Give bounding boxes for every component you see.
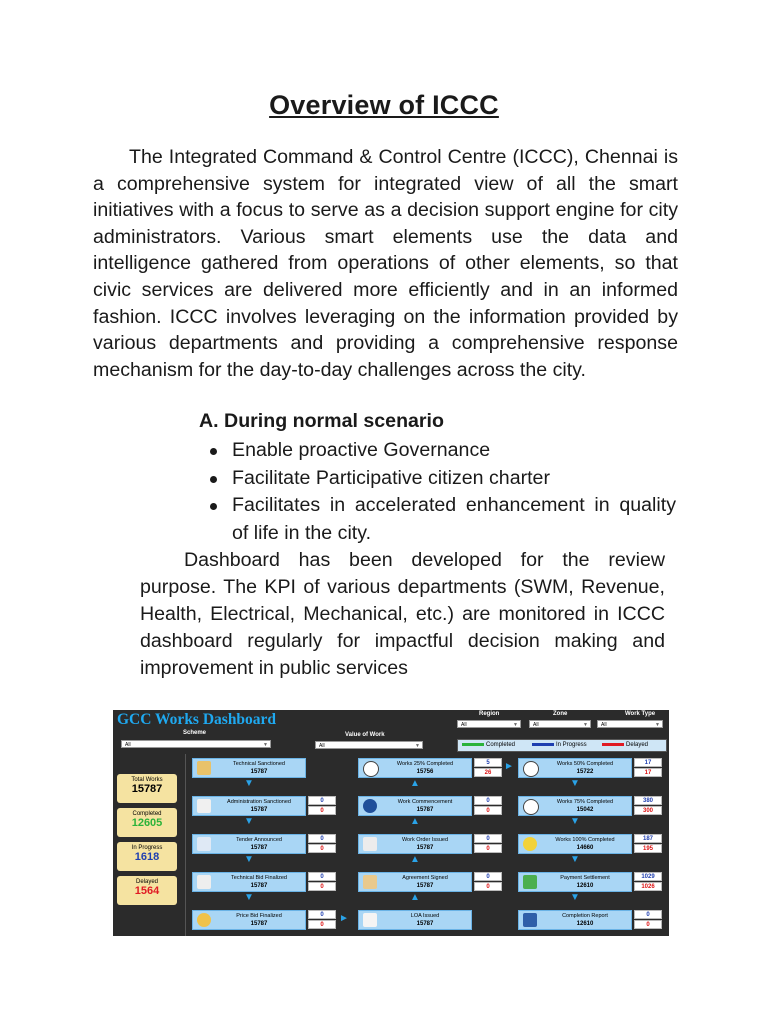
chevron-down-icon: ▼: [415, 743, 420, 749]
legend-delayed: Delayed: [626, 742, 649, 748]
stage-label: Price Bid Finalized: [236, 913, 282, 919]
stage-stats: [634, 834, 662, 854]
delayed-count: 0: [308, 806, 336, 815]
stage-label: Works 75% Completed: [556, 799, 614, 805]
stage-card-price-bid-finalized[interactable]: [192, 910, 306, 930]
kpi-in-progress: [117, 842, 177, 871]
arrow-down-icon: ▼: [570, 816, 580, 827]
delayed-count: 0: [474, 882, 502, 891]
list-item: Facilitate Participative citizen charter: [210, 465, 676, 493]
stage-card-works-50-completed[interactable]: [518, 758, 632, 778]
stage-card-works-25-completed[interactable]: [358, 758, 472, 778]
in-progress-count: 0: [474, 796, 502, 805]
stage-value: 15787: [250, 845, 268, 851]
stage-label: Works 100% Completed: [555, 837, 615, 843]
stage-card-agreement-signed[interactable]: [358, 872, 472, 892]
value-of-work-select[interactable]: [315, 741, 423, 749]
in-progress-count: 17: [634, 758, 662, 767]
stage-label: Works 50% Completed: [556, 761, 614, 767]
gcc-works-dashboard: [113, 710, 669, 936]
legend-in-progress: In Progress: [556, 742, 587, 748]
delayed-count: 0: [308, 844, 336, 853]
kpi-value: 15787: [131, 783, 163, 795]
kpi-value: 1618: [134, 851, 160, 863]
percent-100-icon: [523, 837, 537, 851]
stage-label: Tender Announced: [236, 837, 282, 843]
delayed-count: 0: [474, 806, 502, 815]
calendar-icon: [363, 837, 377, 851]
value-of-work-value: All: [319, 743, 325, 749]
arrow-down-icon: ▼: [244, 778, 254, 789]
stage-label: Technical Bid Finalized: [231, 875, 287, 881]
stage-value: 15787: [250, 769, 268, 775]
stage-label: Payment Settlement: [560, 875, 610, 881]
stage-stats: [634, 872, 662, 892]
list-item: Enable proactive Governance: [210, 437, 676, 465]
stage-card-completion-report[interactable]: [518, 910, 632, 930]
stage-card-payment-settlement[interactable]: [518, 872, 632, 892]
in-progress-count: 1029: [634, 872, 662, 881]
stage-label: Work Commencement: [397, 799, 453, 805]
in-progress-count: 0: [474, 834, 502, 843]
arrow-right-icon: ►: [504, 761, 514, 772]
stage-stats: [474, 796, 502, 816]
kpi-value: 12605: [131, 817, 163, 829]
kpi-completed: [117, 808, 177, 837]
dashboard-title: GCC Works Dashboard: [117, 711, 277, 728]
report-icon: [523, 913, 537, 927]
legend-swatch-delayed: [602, 743, 624, 746]
stage-card-administration-sanctioned[interactable]: [192, 796, 306, 816]
work-type-label: Work Type: [625, 711, 656, 717]
arrow-up-icon: ▲: [410, 892, 420, 903]
delayed-count: 0: [308, 920, 336, 929]
chevron-down-icon: ▼: [263, 742, 268, 748]
stage-stats: [634, 910, 662, 930]
chevron-down-icon: ▼: [513, 722, 518, 728]
kpi-delayed: [117, 876, 177, 905]
stage-value: 15787: [250, 921, 268, 927]
arrow-down-icon: ▼: [570, 892, 580, 903]
arrow-right-icon: ►: [339, 913, 349, 924]
stage-card-loa-issued[interactable]: [358, 910, 472, 930]
region-label: Region: [479, 711, 500, 717]
percent-25-icon: [363, 761, 379, 777]
in-progress-count: 0: [634, 910, 662, 919]
zone-value: All: [533, 722, 539, 728]
in-progress-count: 0: [474, 872, 502, 881]
stage-value: 14660: [576, 845, 594, 851]
stage-stats: [474, 834, 502, 854]
list-item: Facilitates in accelerated enhancement in quality of life in the city.: [210, 492, 676, 547]
delayed-count: 0: [474, 844, 502, 853]
delayed-count: 1026: [634, 882, 662, 891]
stage-label: Completion Report: [562, 913, 608, 919]
delayed-count: 195: [634, 844, 662, 853]
kpi-label: In Progress: [131, 845, 163, 851]
kpi-total-works: [117, 774, 177, 803]
delayed-count: 0: [634, 920, 662, 929]
status-legend: [457, 739, 667, 752]
stage-stats: [308, 834, 336, 854]
delayed-count: 300: [634, 806, 662, 815]
scheme-label: Scheme: [183, 730, 207, 736]
work-type-value: All: [601, 722, 607, 728]
gavel-icon: [197, 761, 211, 775]
legend-completed: Completed: [486, 742, 516, 748]
document-icon: [197, 799, 211, 813]
stage-value: 15787: [416, 807, 434, 813]
stage-card-tender-announced[interactable]: [192, 834, 306, 854]
stage-value: 12610: [576, 921, 594, 927]
kpi-label: Total Works: [131, 777, 163, 783]
stage-label: Works 25% Completed: [396, 761, 454, 767]
region-value: All: [461, 722, 467, 728]
stage-value: 12610: [576, 883, 594, 889]
coins-icon: [197, 913, 211, 927]
arrow-up-icon: ▲: [410, 816, 420, 827]
payment-icon: [523, 875, 537, 889]
arrow-up-icon: ▲: [410, 854, 420, 865]
section-heading: A. During normal scenario: [199, 410, 444, 432]
zone-label: Zone: [553, 711, 568, 717]
stage-card-technical-sanctioned[interactable]: [192, 758, 306, 778]
scheme-value: All: [125, 742, 131, 748]
arrow-up-icon: ▲: [410, 778, 420, 789]
stage-value: 15787: [416, 845, 434, 851]
work-type-select[interactable]: [597, 720, 663, 728]
dashboard-paragraph: [140, 547, 665, 682]
stage-stats: [308, 796, 336, 816]
stage-value: 15042: [576, 807, 594, 813]
kpi-label: Completed: [132, 811, 162, 817]
stage-stats: [308, 910, 336, 930]
tender-icon: [197, 837, 211, 851]
in-progress-count: 0: [308, 834, 336, 843]
stage-value: 15756: [416, 769, 434, 775]
handshake-icon: [363, 875, 377, 889]
stage-stats: [308, 872, 336, 892]
stage-value: 15787: [416, 883, 434, 889]
intro-text: The Integrated Command & Control Centre (ICCC), Chennai is a comprehensive system for integrated view of all the smart initiatives with a focus to serve as a decision support engine for city administrators. Various smart elements use the data and intelligence gathered from operations of other elements, so that civic services are delivered more efficiently and in an informed fashion. ICCC involves leveraging on the information provided by various departments and providing a comprehensive response mechanism for the day-to-day challenges across the city.: [93, 146, 678, 381]
stage-stats: [634, 758, 662, 778]
stage-stats: [474, 758, 502, 778]
stage-stats: [634, 796, 662, 816]
scheme-select[interactable]: [121, 740, 271, 748]
stage-card-work-commencement[interactable]: [358, 796, 472, 816]
stage-label: Administration Sanctioned: [227, 799, 291, 805]
delayed-count: 17: [634, 768, 662, 777]
stage-stats: [474, 872, 502, 892]
arrow-down-icon: ▼: [570, 778, 580, 789]
in-progress-count: 0: [308, 910, 336, 919]
percent-50-icon: [523, 761, 539, 777]
kpi-panel: [113, 754, 186, 936]
kpi-value: 1564: [134, 885, 160, 897]
stage-card-work-order-issued[interactable]: [358, 834, 472, 854]
letter-icon: [363, 913, 377, 927]
chevron-down-icon: ▼: [655, 722, 660, 728]
clipboard-icon: [197, 875, 211, 889]
intro-paragraph: [93, 144, 678, 383]
in-progress-count: 380: [634, 796, 662, 805]
percent-75-icon: [523, 799, 539, 815]
stage-card-technical-bid-finalized[interactable]: [192, 872, 306, 892]
in-progress-count: 0: [308, 796, 336, 805]
stage-card-works-75-completed[interactable]: [518, 796, 632, 816]
legend-swatch-completed: [462, 743, 484, 746]
stage-label: LOA Issued: [410, 913, 440, 919]
gear-icon: [363, 799, 377, 813]
stage-label: Agreement Signed: [402, 875, 448, 881]
chevron-down-icon: ▼: [583, 722, 588, 728]
arrow-down-icon: ▼: [244, 892, 254, 903]
value-of-work-label: Value of Work: [345, 732, 385, 738]
arrow-down-icon: ▼: [244, 854, 254, 865]
stage-label: Technical Sanctioned: [233, 761, 285, 767]
delayed-count: 26: [474, 768, 502, 777]
in-progress-count: 0: [308, 872, 336, 881]
stage-value: 15787: [416, 921, 434, 927]
in-progress-count: 187: [634, 834, 662, 843]
page-title: Overview of ICCC: [269, 90, 499, 120]
stage-value: 15787: [250, 807, 268, 813]
stage-label: Work Order Issued: [401, 837, 449, 843]
stage-card-works-100-completed[interactable]: [518, 834, 632, 854]
legend-swatch-in-progress: [532, 743, 554, 746]
kpi-label: Delayed: [135, 879, 158, 885]
arrow-down-icon: ▼: [570, 854, 580, 865]
arrow-down-icon: ▼: [244, 816, 254, 827]
stage-value: 15787: [250, 883, 268, 889]
bullet-list: [210, 437, 676, 547]
region-select[interactable]: [457, 720, 521, 728]
zone-select[interactable]: [529, 720, 591, 728]
dashboard-paragraph-text: Dashboard has been developed for the review purpose. The KPI of various departments (SWM, Revenue, Health, Electrical, Mechanical, etc.) are monitored in ICCC dashboard regularly for impactful decision making and improvement in public services: [140, 549, 665, 679]
delayed-count: 0: [308, 882, 336, 891]
stage-value: 15722: [576, 769, 594, 775]
in-progress-count: 5: [474, 758, 502, 767]
